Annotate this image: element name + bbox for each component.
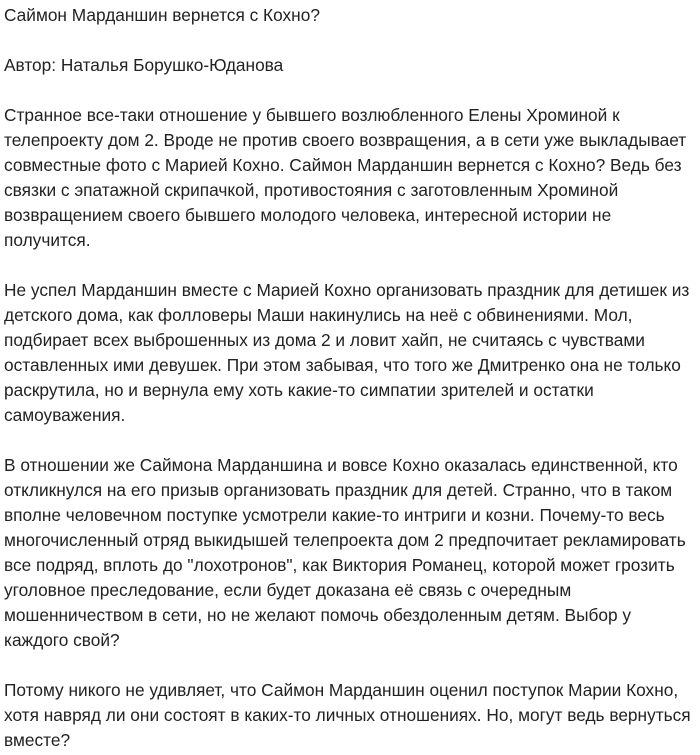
article-paragraph-3: В отношении же Саймона Марданшина и вовсе Кохно оказалась единственной, кто откликнулся на его призыв организовать праздник для детей. Странно, что в таком вполне человечном поступке усмотрели какие-то интриги и козни. Почему-то весь многочисленный отряд выкидышей телепроекта дом 2 предпочитает рекламировать все подряд, вплоть до "лохотронов", как Виктория Романец, которой может грозить уголовное преследование, если будет доказана её связь с очередным мошенничеством в сети, но не желают помочь обездоленным детям. Выбор у каждого свой? bbox=[4, 455, 686, 650]
article bbox=[4, 0, 694, 753]
article-title: Саймон Марданшин вернется с Кохно? bbox=[4, 5, 320, 25]
article-paragraph-4: Потому никого не удивляет, что Саймон Марданшин оценил поступок Марии Кохно, хотя навряд ли они состоят в каких-то личных отношениях. Но, могут ведь вернуться вместе? bbox=[4, 680, 691, 750]
article-paragraph-1: Странное все-таки отношение у бывшего возлюбленного Елены Хроминой к телепроекту дом 2. Вроде не против своего возвращения, а в сети уже выкладывает совместные фото с Марией Кохно. Саймон Марданшин вернется с Кохно? Ведь без связки с эпатажной скрипачкой, противостояния с заготовленным Хроминой возвращением своего бывшего молодого человека, интересной истории не получится. bbox=[4, 105, 687, 250]
article-author: Автор: Наталья Борушко-Юданова bbox=[4, 55, 284, 75]
article-paragraph-2: Не успел Марданшин вместе с Марией Кохно организовать праздник для детишек из детского дома, как фолловеры Маши накинулись на неё с обвинениями. Мол, подбирает всех выброшенных из дома 2 и ловит хайп, не считаясь с чувствами оставленных ими девушек. При этом забывая, что того же Дмитренко она не только раскрутила, но и вернула ему хоть какие-то симпатии зрителей и остатки самоуважения. bbox=[4, 280, 690, 425]
